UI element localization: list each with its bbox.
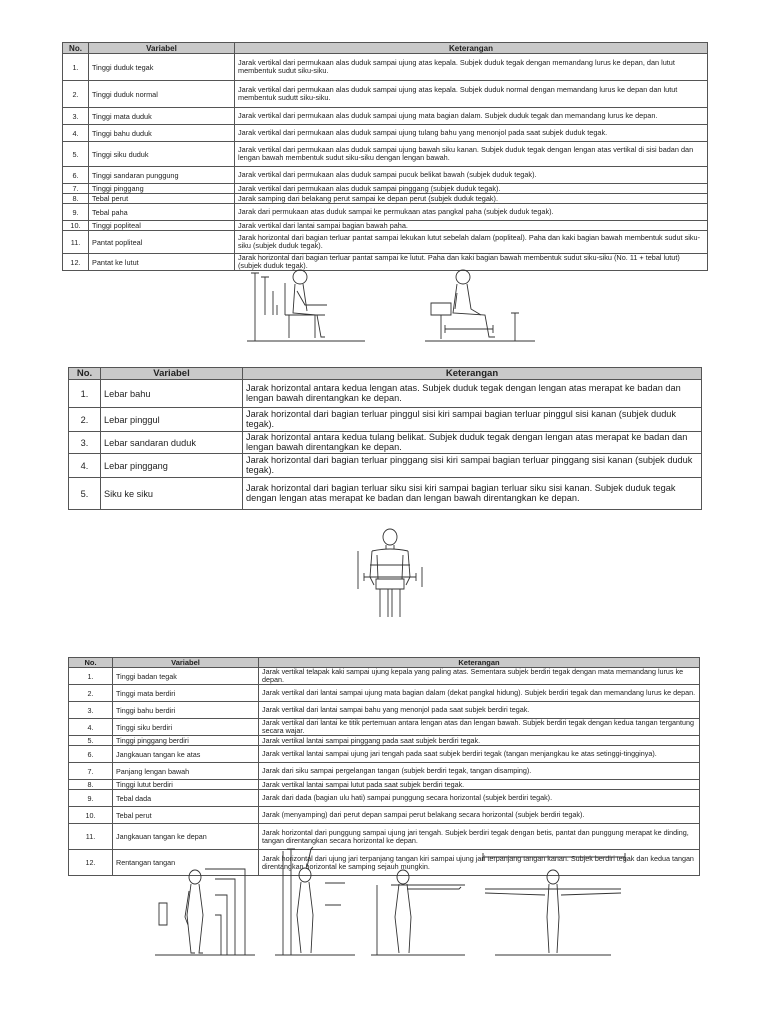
row-keterangan: Jarak vertikal dari permukaan alas duduk sampai pinggang (subjek duduk tegak). (235, 184, 708, 194)
table-row (69, 719, 700, 736)
row-no: 8. (69, 780, 113, 790)
row-variabel: Tinggi mata berdiri (113, 685, 259, 702)
table-row (63, 125, 708, 142)
header-variabel: Variabel (89, 43, 235, 54)
row-keterangan: Jarak horizontal dari bagian terluar siku sisi kiri sampai bagian terluar siku sisi kanan. Subjek duduk tegak dengan lengan atas merapat ke badan dan lengan bawah direntangkan ke depan. (243, 478, 702, 510)
row-keterangan: Jarak vertikal dari permukaan alas duduk sampai pucuk belikat bawah (subjek duduk tegak). (235, 167, 708, 184)
header-variabel: Variabel (113, 658, 259, 668)
row-no: 7. (69, 763, 113, 780)
row-keterangan: Jarak vertikal dari lantai sampai ujung mata bagian dalam (dekat pangkal hidung). Subjek berdiri tegak dan memandang lurus ke depan. (259, 685, 700, 702)
row-keterangan: Jarak vertikal dari permukaan alas duduk sampai ujung atas kepala. Subjek duduk tegak dengan memandang lurus ke depan, dan lutut membentuk sudut siku-siku. (235, 54, 708, 81)
row-keterangan: Jarak vertikal lantai sampai lutut pada saat subjek berdiri tegak. (259, 780, 700, 790)
row-no: 9. (69, 790, 113, 807)
table-row (69, 746, 700, 763)
row-keterangan: Jarak dari dada (bagian ulu hati) sampai punggung secara horizontal (subjek berdiri tegak). (259, 790, 700, 807)
seated-anthropometry-side-views-figure-icon (245, 263, 545, 348)
header-variabel: Variabel (101, 368, 243, 380)
row-variabel: Siku ke siku (101, 478, 243, 510)
table-row (69, 780, 700, 790)
row-keterangan: Jarak vertikal dari lantai ke titik pertemuan antara lengan atas dan lengan bawah. Subjek berdiri tegak dengan kedua tangan tergantung secara wajar. (259, 719, 700, 736)
seated-anthropometry-front-view-figure-icon (350, 527, 430, 622)
table-row (69, 380, 702, 408)
table-header-row (69, 658, 700, 668)
row-variabel: Lebar pinggang (101, 454, 243, 478)
row-keterangan: Jarak horizontal dari bagian terluar pantat sampai lekukan lutut sebelah dalam (popliteal). Paha dan kaki bagian bawah membentuk sudut siku-siku (subjek duduk tegak). (235, 231, 708, 254)
row-no: 3. (69, 702, 113, 719)
row-no: 2. (69, 408, 101, 432)
table-row (63, 167, 708, 184)
row-no: 11. (69, 824, 113, 850)
row-no: 1. (63, 54, 89, 81)
row-keterangan: Jarak horizontal dari bagian terluar pinggul sisi kiri sampai bagian terluar pinggul sisi kanan (subjek duduk tegak). (243, 408, 702, 432)
standing-figures (155, 845, 645, 963)
row-keterangan: Jarak horizontal dari ujung jari terpanjang tangan kiri sampai ujung jari terpanjang tangan kanan. Subjek berdiri tegak dan kedua tangan direntangkan horizontal ke samping sejauh mungkin. (259, 850, 700, 876)
table-row (63, 54, 708, 81)
header-keterangan: Keterangan (259, 658, 700, 668)
row-keterangan: Jarak vertikal dari lantai sampai bahu yang menonjol pada saat subjek berdiri tegak. (259, 702, 700, 719)
row-no: 4. (63, 125, 89, 142)
table-row (69, 408, 702, 432)
header-no: No. (69, 368, 101, 380)
row-variabel: Jangkauan tangan ke depan (113, 824, 259, 850)
table-row (69, 736, 700, 746)
row-keterangan: Jarak samping dari belakang perut sampai ke depan perut (subjek duduk tegak). (235, 194, 708, 204)
row-no: 10. (69, 807, 113, 824)
standing-anthropometry-figures-icon (155, 845, 645, 963)
row-variabel: Lebar pinggul (101, 408, 243, 432)
row-keterangan: Jarak (menyamping) dari perut depan sampai perut belakang secara horizontal (subjek berdiri tegak). (259, 807, 700, 824)
seated-side-view-figure (245, 263, 545, 348)
header-no: No. (63, 43, 89, 54)
row-no: 4. (69, 454, 101, 478)
row-keterangan: Jarak vertikal dari permukaan alas duduk sampai ujung atas kepala. Subjek duduk normal dengan memandang lurus ke depan dan lutut membentuk sudutt siku-siku. (235, 81, 708, 108)
row-keterangan: Jarak horizontal dari bagian terluar pantat sampai ke lutut. Paha dan kaki bagian bawah membentuk sudut siku-siku (No. 11 + tebal lutut) (subjek duduk tegak). (235, 254, 708, 271)
table-row (63, 184, 708, 194)
row-variabel: Panjang lengan bawah (113, 763, 259, 780)
row-keterangan: Jarak horizontal dari bagian terluar pinggang sisi kiri sampai bagian terluar pinggang sisi kanan (subjek duduk tegak). (243, 454, 702, 478)
table-row (63, 142, 708, 167)
row-variabel: Lebar bahu (101, 380, 243, 408)
row-variabel: Tinggi bahu duduk (89, 125, 235, 142)
table-row (63, 221, 708, 231)
row-keterangan: Jarak dari siku sampai pergelangan tangan (subjek berdiri tegak, tangan disamping). (259, 763, 700, 780)
row-variabel: Pantat ke lutut (89, 254, 235, 271)
row-no: 12. (63, 254, 89, 271)
row-variabel: Tinggi siku berdiri (113, 719, 259, 736)
row-keterangan: Jarak vertikal dari permukaan alas duduk sampai ujung mata bagian dalam. Subjek duduk tegak dan memandang lurus ke depan. (235, 108, 708, 125)
row-no: 4. (69, 719, 113, 736)
row-no: 11. (63, 231, 89, 254)
row-keterangan: Jarak vertikal dari permukaan alas duduk sampai ujung bawah siku kanan. Subjek duduk tegak dengan lengan atas vertikal di sisi badan dan lengan bawah membentuk sudut siku-siku dengan lengan bawah. (235, 142, 708, 167)
row-no: 5. (63, 142, 89, 167)
row-variabel: Tinggi pinggang berdiri (113, 736, 259, 746)
table-row (69, 685, 700, 702)
seated-front-view-figure (350, 527, 430, 622)
row-variabel: Tinggi duduk tegak (89, 54, 235, 81)
table-row (63, 81, 708, 108)
row-no: 10. (63, 221, 89, 231)
row-no: 3. (63, 108, 89, 125)
table-row (69, 432, 702, 454)
row-no: 5. (69, 736, 113, 746)
table-header-row (69, 368, 702, 380)
row-variabel: Tinggi bahu berdiri (113, 702, 259, 719)
row-variabel: Tinggi siku duduk (89, 142, 235, 167)
table-row (69, 702, 700, 719)
row-variabel: Tinggi duduk normal (89, 81, 235, 108)
table-row (69, 478, 702, 510)
row-variabel: Pantat popliteal (89, 231, 235, 254)
row-no: 9. (63, 204, 89, 221)
row-keterangan: Jarak vertikal lantai sampai pinggang pada saat subjek berdiri tegak. (259, 736, 700, 746)
table-row (69, 763, 700, 780)
table-row (69, 454, 702, 478)
table-row (69, 807, 700, 824)
table-row (63, 204, 708, 221)
row-no: 1. (69, 668, 113, 685)
row-keterangan: Jarak horizontal dari punggung sampai ujung jari tengah. Subjek berdiri tegak dengan betis, pantat dan punggung merapat ke dinding, tangan direntangkan secara horizontal ke depan. (259, 824, 700, 850)
table-row (63, 108, 708, 125)
row-variabel: Tinggi popliteal (89, 221, 235, 231)
table-row (69, 668, 700, 685)
standing-dimension-table (68, 657, 700, 876)
row-keterangan: Jarak dari permukaan atas duduk sampai ke permukaan atas pangkal paha (subjek duduk tegak). (235, 204, 708, 221)
row-variabel: Tebal perut (113, 807, 259, 824)
row-no: 6. (63, 167, 89, 184)
row-variabel: Tebal perut (89, 194, 235, 204)
header-keterangan: Keterangan (243, 368, 702, 380)
row-keterangan: Jarak horizontal antara kedua lengan atas. Subjek duduk tegak dengan lengan atas merapat ke badan dan lengan bawah direntangkan ke depan. (243, 380, 702, 408)
row-no: 8. (63, 194, 89, 204)
table-row (63, 194, 708, 204)
table-row (69, 790, 700, 807)
row-variabel: Tinggi mata duduk (89, 108, 235, 125)
row-no: 2. (63, 81, 89, 108)
row-no: 3. (69, 432, 101, 454)
header-no: No. (69, 658, 113, 668)
row-variabel: Tinggi pinggang (89, 184, 235, 194)
row-variabel: Jangkauan tangan ke atas (113, 746, 259, 763)
row-no: 12. (69, 850, 113, 876)
row-keterangan: Jarak vertikal dari lantai sampai bagian bawah paha. (235, 221, 708, 231)
row-variabel: Tinggi badan tegak (113, 668, 259, 685)
row-keterangan: Jarak horizontal antara kedua tulang belikat. Subjek duduk tegak dengan lengan atas merapat ke badan dan lengan bawah direntangkan ke depan. (243, 432, 702, 454)
table-row (63, 231, 708, 254)
row-no: 7. (63, 184, 89, 194)
row-keterangan: Jarak vertikal lantai sampai ujung jari tengah pada saat subjek berdiri tegak (tangan menjangkau ke atas setinggi-tingginya). (259, 746, 700, 763)
row-variabel: Rentangan tangan (113, 850, 259, 876)
row-variabel: Lebar sandaran duduk (101, 432, 243, 454)
row-variabel: Tebal paha (89, 204, 235, 221)
table-header-row (63, 43, 708, 54)
row-variabel: Tinggi sandaran punggung (89, 167, 235, 184)
row-no: 2. (69, 685, 113, 702)
seated-dimension-table (62, 42, 708, 271)
row-variabel: Tinggi lutut berdiri (113, 780, 259, 790)
row-variabel: Tebal dada (113, 790, 259, 807)
row-no: 6. (69, 746, 113, 763)
row-no: 1. (69, 380, 101, 408)
seated-width-table (68, 367, 702, 510)
row-keterangan: Jarak vertikal dari permukaan alas duduk sampai ujung tulang bahu yang menonjol pada saat subjek duduk tegak. (235, 125, 708, 142)
row-keterangan: Jarak vertikal telapak kaki sampai ujung kepala yang paling atas. Sementara subjek berdiri tegak dengan mata memandang lurus ke depan. (259, 668, 700, 685)
row-no: 5. (69, 478, 101, 510)
header-keterangan: Keterangan (235, 43, 708, 54)
